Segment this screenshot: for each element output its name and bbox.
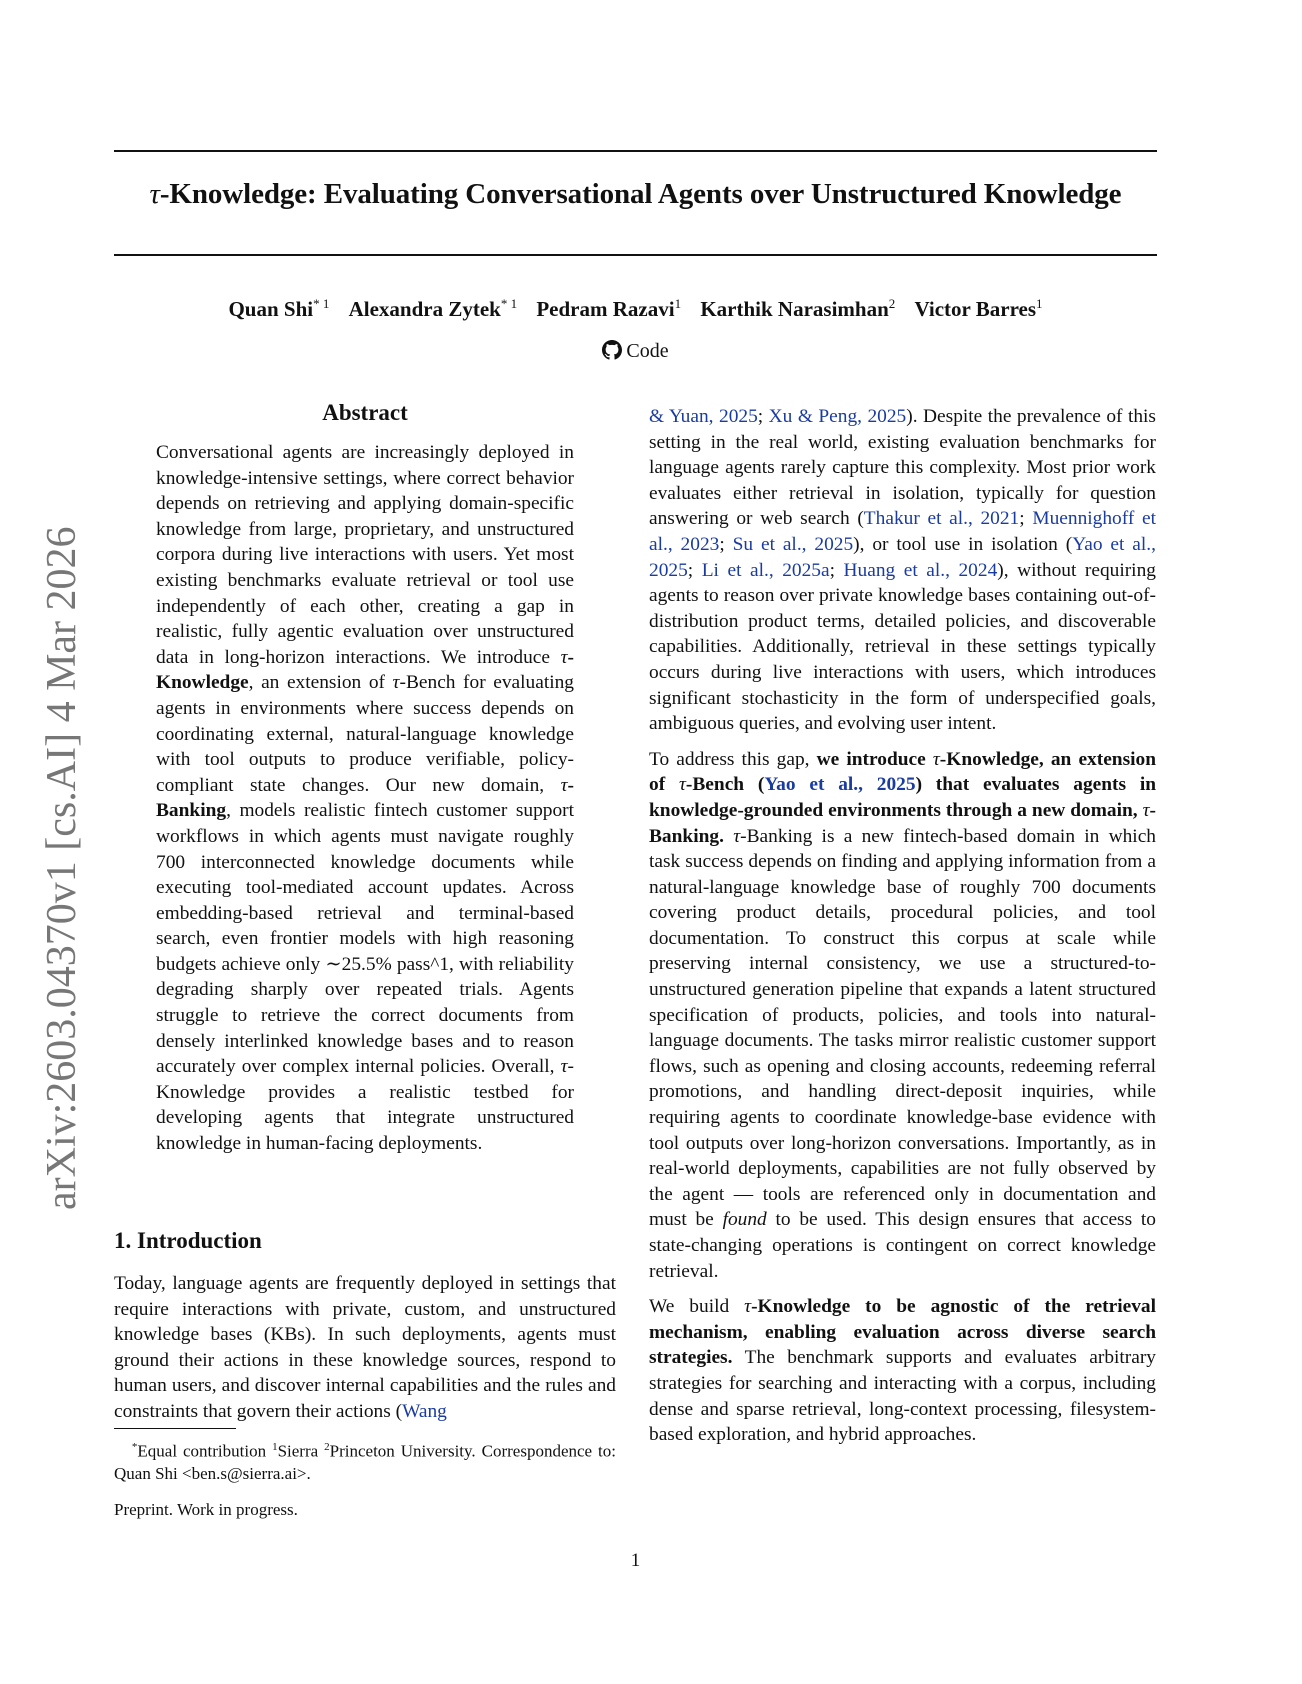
author-list [114, 296, 1157, 322]
introduction-paragraph: Today, language agents are frequently deployed in settings that require interactions with private, custom, and unstructured knowledge bases (KBs). In such deployments, agents must ground their actions in these knowledge sources, respond to human users, and discover internal capabilities and the rules and constraints that govern their actions (Wang [114, 1273, 616, 1422]
author: Quan Shi$^{* 1}$ [228, 296, 330, 321]
citation-link[interactable]: Su et al., 2025 [732, 533, 854, 555]
code-link[interactable] [0, 340, 1271, 363]
citation-link[interactable]: Li et al., 2025a [701, 559, 830, 581]
abstract-heading: Abstract [322, 400, 408, 425]
paragraph: & Yuan, 2025; Xu & Peng, 2025). Despite the prevalence of this setting in the real world, existing evaluation benchmarks for language agents rarely capture this complexity. Most prior work evaluates either retrieval in isolation, typically for question answering or web search (Thakur et al., 2021; Muennighoff et al., 2023; Su et al., 2025), or tool use in isolation (Yao et al., 2025; Li et al., 2025a; Huang et al., 2024), without requiring agents to reason over private knowledge bases containing out-of-distribution product terms, detailed policies, and discoverable capabilities. Additionally, retrieval in these settings typically occurs during live interactions with users, which introduces significant stochasticity in the form of underspecified goals, ambiguous queries, and evolving user intent. [649, 406, 1156, 735]
citation-link[interactable]: Thakur et al., 2021 [863, 508, 1020, 530]
arxiv-identifier: arXiv:2603.04370v1 [cs.AI] 4 Mar 2026 [39, 526, 85, 1210]
author: Victor Barres$^1$ [914, 296, 1043, 321]
page-number: 1 [630, 1550, 641, 1571]
citation-link[interactable]: Yao et al., 2025 [764, 774, 916, 796]
paragraph: To address this gap, we introduce τ-Knowledge, an extension of τ-Bench (Yao et al., 2025) that evaluates agents in knowledge-grounded environments through a new domain, τ-Banking. τ-Banking is a new fintech-based domain in which task success depends on finding and applying information from a natural-language knowledge base of roughly 700 documents covering product details, procedural policies, and tool documentation. To construct this corpus at scale while preserving internal consistency, we use a structured-to-unstructured generation pipeline that expands a latent structured specification of products, policies, and tools into natural-language documents. The tasks mirror realistic customer support flows, such as opening and closing accounts, redeeming referral promotions, and handling direct-deposit inquiries, while requiring agents to coordinate knowledge-base evidence with tool outputs over long-horizon conversations. Importantly, as in real-world deployments, capabilities are not fully observed by the agent — tools are referenced only in documentation and must be found to be used. This design ensures that access to state-changing operations is contingent on correct knowledge retrieval. [649, 748, 1157, 1282]
citation-link[interactable]: Wang [402, 1400, 447, 1422]
title-top-rule [114, 150, 1157, 152]
title-bottom-rule [114, 254, 1157, 256]
code-link-label[interactable]: Code [626, 340, 669, 362]
citation-link[interactable]: Xu & Peng, 2025 [768, 406, 907, 427]
github-icon [602, 340, 622, 360]
section-heading-introduction: 1. Introduction [114, 1228, 262, 1253]
preprint-note: Preprint. Work in progress. [114, 1500, 298, 1519]
author: Pedram Razavi$^1$ [536, 296, 682, 321]
right-column [649, 404, 1156, 1458]
footnote-rule [114, 1428, 236, 1429]
citation-link[interactable]: Huang et al., 2024 [843, 559, 998, 581]
citation-link[interactable]: & Yuan, 2025 [649, 406, 758, 427]
author: Karthik Narasimhan$^2$ [700, 296, 896, 321]
citation-link[interactable]: Yao et al., 2025 [649, 533, 1156, 581]
paper-title: τ-Knowledge: Evaluating Conversational Agents over Unstructured Knowledge [149, 178, 1122, 210]
paragraph: We build τ-Knowledge to be agnostic of the retrieval mechanism, enabling evaluation across diverse search strategies. The benchmark supports and evaluates arbitrary strategies for searching and interacting with a corpus, including dense and sparse retrieval, long-context processing, filesystem-based exploration, and hybrid approaches. [649, 1296, 1156, 1446]
abstract-body: Conversational agents are increasingly deployed in knowledge-intensive settings, where correct behavior depends on retrieving and applying domain-specific knowledge from large, proprietary, and unstructured corpora during live interactions with users. Yet most existing benchmarks evaluate retrieval or tool use independently of each other, creating a gap in realistic, fully agentic evaluation over unstructured data in long-horizon interactions. We introduce τ-Knowledge, an extension of τ-Bench for evaluating agents in environments where success depends on coordinating external, natural-language knowledge with tool outputs to produce verifiable, policy-compliant state changes. Our new domain, τ-Banking, models realistic fintech customer support workflows in which agents must navigate roughly 700 interconnected knowledge documents while executing tool-mediated account updates. Across embedding-based retrieval and terminal-based search, even frontier models with high reasoning budgets achieve only ∼25.5% pass^1, with reliability degrading sharply over repeated trials. Agents struggle to retrieve the correct documents from densely interlinked knowledge bases and to reason accurately over complex internal policies. Overall, τ-Knowledge provides a realistic testbed for developing agents that integrate unstructured knowledge in human-facing deployments. [156, 442, 574, 1155]
citation-link[interactable]: Muennighoff et al., 2023 [649, 508, 1156, 555]
author: Alexandra Zytek$^{* 1}$ [348, 296, 518, 321]
footnote: *Equal contribution $^1$Sierra $^2$Princeton University. Correspondence to: Quan Shi <ben.s@sierra.ai>. [114, 1441, 616, 1484]
